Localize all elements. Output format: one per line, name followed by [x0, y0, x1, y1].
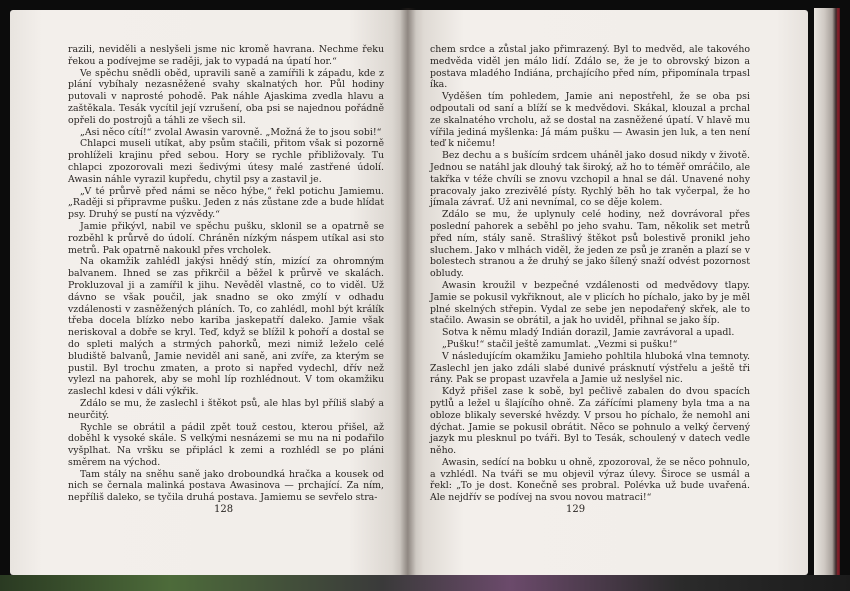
paragraph: „V té průrvě před námi se něco hýbe,“ řekl potichu Jamiemu. „Raději si připravme pušku. Jeden z nás zůstane zde a bude hlídat psy. Druhý se pustí na výzvědy.“ [68, 185, 384, 221]
paragraph: Jamie přikývl, nabil ve spěchu pušku, sklonil se a opatrně se rozběhl k průrvě do údolí. Chráněn nízkým náspem utíkal asi sto metrů. Pak opatrně nakoukl přes vrcholek. [68, 220, 384, 256]
paragraph: Awasin kroužil v bezpečné vzdálenosti od medvědovy tlapy. Jamie se pokusil vykřiknout, ale v plicích ho píchalo, jako by je měl plné skelných střepin. Vydal ze sebe jen nepodařený skřek, ale to stačilo. Awasin se obrátil, a jak ho uviděl, přihnal se jako šíp. [430, 279, 750, 327]
background-strip [0, 575, 850, 591]
paragraph: Tam stály na sněhu saně jako droboundká hračka a kousek od nich se černala malinká postava Awasinova — prchající. Za ním, nepříliš daleko, se tyčila druhá postava. Jamiemu se sevřelo stra- [68, 468, 384, 504]
page-number: 128 [214, 504, 234, 515]
paragraph: chem srdce a zůstal jako přimrazený. Byl to medvěd, ale takového medvěda viděl jen málo lidí. Zdálo se, že je to obrovský bizon a postava mladého Indiána, prchajícího před ním, připomínala trpasl íka. [430, 44, 750, 91]
paragraph: Bez dechu a s bušícím srdcem uháněl jako dosud nikdy v životě. Jednou se natáhl jak dlouhý tak široký, až ho to téměř omráčilo, ale takřka v téže chvíli se znovu vzchopil a hnal se dál. Unavené nohy pracovaly jako zrezivělé písty. Rychlý běh ho tak vyčerpal, že ho jímala závrať. Už ani nevnímal, co se děje kolem. [430, 150, 750, 209]
right-page-text [430, 44, 750, 504]
paragraph: Ve spěchu snědli oběd, upravili saně a zamířili k západu, kde z plání vybíhaly nezasněžené svahy skalnatých hor. Půl hodiny putovali v naprosté pohodě. Pak náhle Ajaskima zvedla hlavu a zaštěkala. Tesák vycítil její vzrušení, oba psi se najednou pořádně opřeli do postrojů a táhli ze všech sil. [68, 67, 384, 126]
right-page [408, 10, 808, 575]
paragraph: Sotva k němu mladý Indián dorazil, Jamie zavrávoral a upadl. [442, 327, 735, 339]
paragraph: Zdálo se mu, že zaslechl i štěkot psů, ale hlas byl příliš slabý a neurčitý. [68, 397, 384, 421]
paragraph: Awasin, sedící na bobku u ohně, zpozoroval, že se něco pohnulo, a vzhlédl. Na tváři se mu objevil výraz úlevy. Široce se usmál a řekl: „To je dost. Konečně ses probral. Polévka už bude uvařená. Ale nejdřív se podívej na svou novou matraci!“ [430, 456, 750, 504]
paragraph: Na okamžik zahlédl jakýsi hnědý stín, mizící za ohromným balvanem. Ihned se zas přikrčil a běžel k průrvě ve skalách. Prokluzoval ji a zamířil k jihu. Nevěděl vlastně, co to viděl. Už dávno se však poučil, jak snadno se oko zmýlí v odhadu vzdálenosti v zasněžených pláních. To, co zahlédl, mohl být králík třeba docela blízko nebo kariba jaskepatří daleko. Jamie však neriskoval a dobře se kryl. Teď, když se blížil k pohoří a dostal se do spleti malých a strmých pahorků, mezi nimiž leželo celé bludiště balvanů, Jamie neviděl ani saně, ani zvíře, za kterým se pustil. Byl trochu zmaten, a proto si napřed vydechl, dřív než vylezl na pahorek, aby se mohl líp rozhlédnout. V tom okamžiku zaslechl kdesi v dáli výkřik. [68, 256, 384, 398]
paragraph: V následujícím okamžiku Jamieho pohltila hluboká vlna temnoty. Zaslechl jen jako zdáli slabé dunivé prásknutí výstřelu a ještě tři rány. Pak se propast uzavřela a Jamie už neslyšel nic. [430, 350, 750, 386]
paragraph: „Asi něco cítí!“ zvolal Awasin varovně. „Možná že to jsou sobi!“ [80, 126, 382, 138]
paragraph: razili, neviděli a neslyšeli jsme nic kromě havrana. Nechme řeku řekou a podívejme se raději, jak to vypadá na úpatí hor.“ [68, 44, 384, 67]
paragraph: „Pušku!“ stačil ještě zamumlat. „Vezmi si pušku!“ [442, 338, 678, 350]
paragraph: Když přišel zase k sobě, byl pečlivě zabalen do dvou spacích pytlů a ležel u šlajícího ohně. Za zářícími plameny byla tma a na obloze blikaly severské hvězdy. V prsou ho píchalo, že nemohl ani dýchat. Jamie se pokusil obrátit. Něco se pohnulo a velký červený jazyk mu plesknul po tváři. Byl to Tesák, schoulený v datech vedle něho. [430, 386, 750, 457]
paragraph: Chlapci museli utíkat, aby psům stačili, přitom však si pozorně prohlíželi krajinu před sebou. Hory se rychle přibližovaly. Tu chlapci zpozorovali mezi šedivými útesy malé zastřené údolí. Awasin náhle vyrazil kupředu, chytil psy a zastavil je. [68, 138, 384, 185]
paragraph: Rychle se obrátil a pádil zpět touž cestou, kterou přišel, až doběhl k vysoké skále. S velkými nesnázemi se mu na ni podařilo vyšplhat. Na vršku se připlácl k zemi a rozhlédl se po pláni směrem na východ. [68, 421, 384, 468]
paragraph: Zdálo se mu, že uplynuly celé hodiny, než dovrávoral přes poslední pahorek a seběhl po jeho svahu. Tam, několik set metrů před ním, stály saně. Strašlivý štěkot psů bolestivě pronikl jeho sluchem. Jako v mlhách viděl, že jeden ze psů je zraněn a plazí se v bolestech stranou a že druhý se jako šílený snaží odvést pozornost obludy. [430, 209, 750, 280]
paragraph: Vyděšen tím pohledem, Jamie ani nepostřehl, že se oba psi odpoutali od saní a blíží se k medvědovi. Skákal, klouzal a prchal ze skalnatého vrcholu, až se dostal na zasněžené úpatí. V hlavě mu vířila jediná myšlenka: Já mám pušku — Awasin jen luk, a ten není teď k ničemu! [430, 91, 750, 150]
page-number: 129 [566, 504, 586, 515]
left-page-text [68, 44, 384, 504]
book-edge [814, 8, 840, 578]
left-page [10, 10, 408, 575]
